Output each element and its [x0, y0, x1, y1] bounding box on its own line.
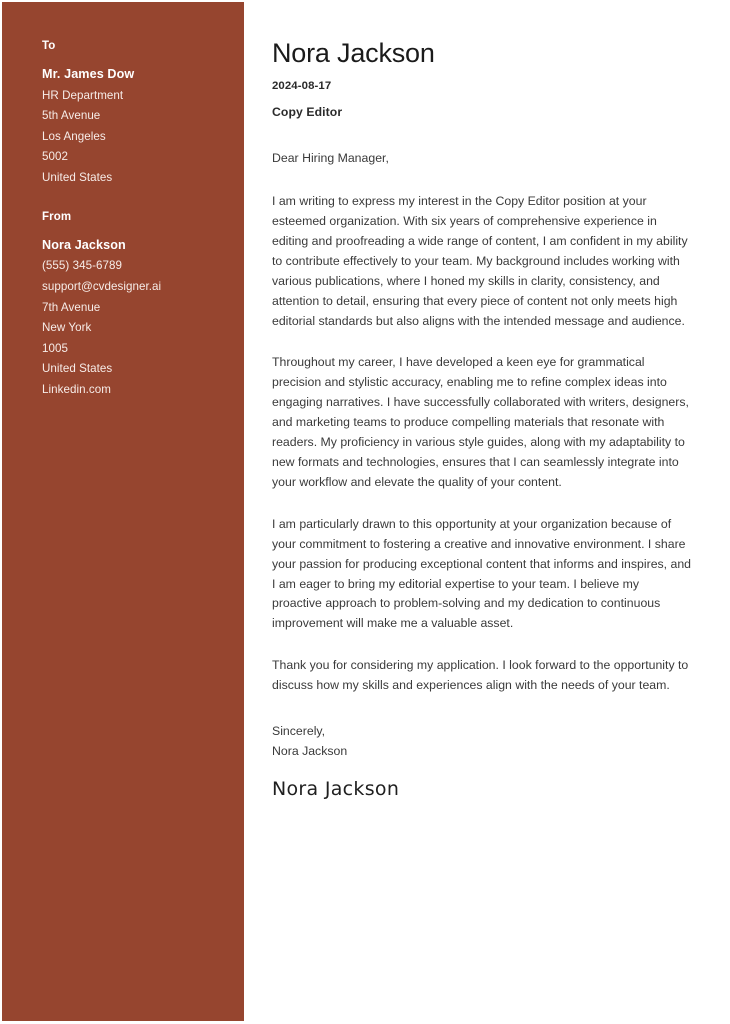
- recipient-line: HR Department: [42, 88, 124, 102]
- page-title: Nora Jackson: [272, 38, 435, 68]
- recipient-block: [42, 40, 214, 185]
- sender-email: support@cvdesigner.ai: [42, 279, 162, 293]
- sender-website: Linkedin.com: [42, 382, 111, 396]
- recipient-line: United States: [42, 170, 113, 184]
- sender-line: 7th Avenue: [42, 300, 101, 314]
- letter-paragraph: Thank you for considering my application. I look forward to the opportunity to discuss how my skills and experiences align with the needs of your team.: [272, 658, 689, 693]
- recipient-heading: To: [42, 40, 56, 52]
- sender-line: 1005: [42, 341, 68, 355]
- recipient-line: 5002: [42, 150, 68, 164]
- sender-name: Nora Jackson: [42, 237, 126, 252]
- letter-paragraph: I am writing to express my interest in the Copy Editor position at your esteemed organization. With six years of comprehensive experience in editing and proofreading a wide range of content, I am confident in my ability to contribute effectively to your team. My background includes working with various publications, where I honed my skills in clarity, consistency, and attention to detail, ensuring that every piece of content not only meets high editorial standards but also aligns with the intended message and audience.: [272, 194, 688, 328]
- letter-date: 2024-08-17: [272, 80, 332, 93]
- recipient-line: Los Angeles: [42, 129, 106, 143]
- signature: Nora Jackson: [272, 777, 400, 800]
- sender-heading: From: [42, 210, 72, 223]
- letter-paragraph: Throughout my career, I have developed a keen eye for grammatical precision and stylistic accuracy, enabling me to refine complex ideas into engaging narratives. I have successfully collaborated with writers, designers, and marketing teams to produce compelling materials that resonate with readers. My proficiency in various style guides, along with my adaptability to new formats and technologies, ensures that I can seamlessly integrate into your workflow and elevate the quality of your content.: [272, 355, 689, 489]
- letter-salutation: Dear Hiring Manager,: [272, 151, 389, 166]
- closing-salutation: Sincerely,: [272, 724, 326, 739]
- sender-phone: (555) 345-6789: [42, 259, 122, 273]
- recipient-line: 5th Avenue: [42, 109, 101, 123]
- sender-block: [42, 211, 214, 397]
- recipient-name: Mr. James Dow: [42, 66, 135, 81]
- letter-body: [244, 2, 728, 1021]
- sidebar: [2, 2, 244, 1021]
- closing-name: Nora Jackson: [272, 743, 348, 758]
- letter-role: Copy Editor: [272, 105, 343, 120]
- letter-paragraph: I am particularly drawn to this opportunity at your organization because of your commitment to fostering a creative and innovative environment. I share your passion for producing exceptional content that informs and inspires, and I am eager to bring my editorial expertise to your team. I believe my proactive approach to problem-solving and my dedication to continuous improvement will make me a valuable asset.: [272, 516, 692, 631]
- sender-line: United States: [42, 362, 113, 376]
- sender-line: New York: [42, 321, 92, 335]
- closing-block: [272, 722, 692, 800]
